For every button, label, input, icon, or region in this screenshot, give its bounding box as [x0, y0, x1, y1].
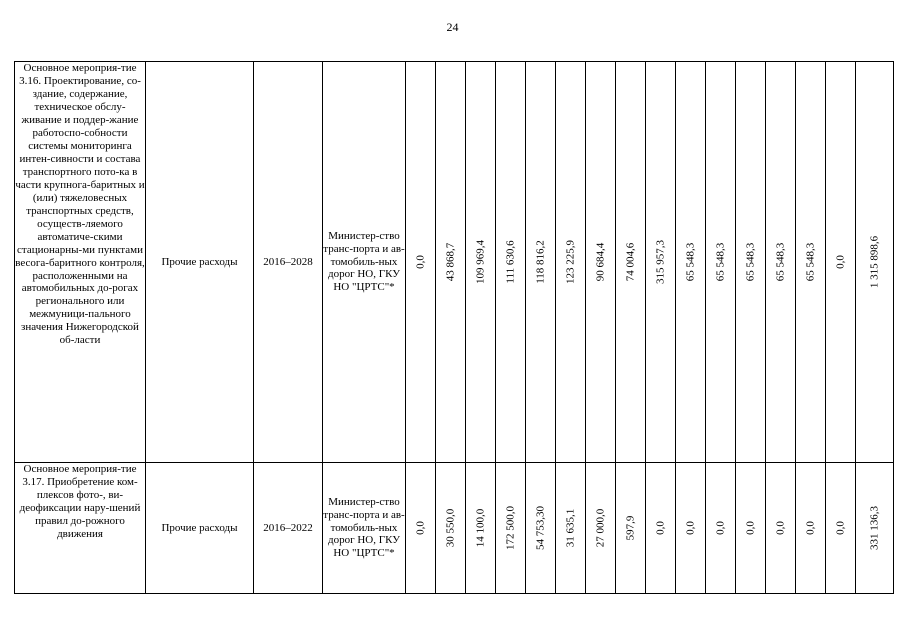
value-cell: 0,0: [646, 463, 676, 594]
value-cell: 14 100,0: [466, 463, 496, 594]
executor: Министер-ство транс-порта и ав-томобиль-ных дорог НО, ГКУ НО "ЦРТС"*: [323, 463, 406, 594]
executor: Министер-ство транс-порта и ав-томобиль-ных дорог НО, ГКУ НО "ЦРТС"*: [323, 62, 406, 463]
value-cell: 172 500,0: [496, 463, 526, 594]
value-cell: 111 630,6: [496, 62, 526, 463]
value-cell: 74 004,6: [616, 62, 646, 463]
value-cell: 54 753,30: [526, 463, 556, 594]
implementation-period: 2016–2022: [254, 463, 323, 594]
value-cell: 0,0: [826, 62, 856, 463]
value-cell: 0,0: [796, 463, 826, 594]
total-cell: 331 136,3: [856, 463, 894, 594]
value-cell: 27 000,0: [586, 463, 616, 594]
value-cell: 0,0: [766, 463, 796, 594]
value-cell: 123 225,9: [556, 62, 586, 463]
value-cell: 315 957,3: [646, 62, 676, 463]
value-cell: 65 548,3: [766, 62, 796, 463]
value-cell: 0,0: [406, 62, 436, 463]
value-cell: 65 548,3: [676, 62, 706, 463]
value-cell: 0,0: [706, 463, 736, 594]
activity-name: Основное мероприя-тие 3.17. Приобретение ком-плексов фото-, ви-деофиксации нару-шений правил до-рожного движения: [15, 463, 146, 594]
value-cell: 65 548,3: [796, 62, 826, 463]
value-cell: 43 868,7: [436, 62, 466, 463]
activity-name: Основное мероприя-тие 3.16. Проектирование, со-здание, содержание, техническое обслу-живание и поддер-жание работоспо-собности системы мониторинга интен-сивности и состава транспортного пото-ка в части крупнога-баритных и (или) тяжеловесных транспортных средств, осуществ-ляемого автоматиче-скими стационарны-ми пунктами весога-баритного контроля, расположенными на автомобильных до-рогах регионального или межмуници-пального значения Нижегородской об-ласти: [15, 62, 146, 463]
value-cell: 0,0: [406, 463, 436, 594]
value-cell: 0,0: [676, 463, 706, 594]
value-cell: 30 550,0: [436, 463, 466, 594]
implementation-period: 2016–2028: [254, 62, 323, 463]
expense-type: Прочие расходы: [146, 463, 254, 594]
value-cell: 118 816,2: [526, 62, 556, 463]
page-number: 24: [446, 20, 459, 34]
value-cell: 31 635,1: [556, 463, 586, 594]
value-cell: 597,9: [616, 463, 646, 594]
value-cell: 0,0: [826, 463, 856, 594]
budget-table: [14, 61, 894, 594]
table-row: [15, 463, 894, 594]
table-row: [15, 62, 894, 463]
value-cell: 0,0: [736, 463, 766, 594]
value-cell: 65 548,3: [736, 62, 766, 463]
value-cell: 90 684,4: [586, 62, 616, 463]
total-cell: 1 315 898,6: [856, 62, 894, 463]
value-cell: 65 548,3: [706, 62, 736, 463]
value-cell: 109 969,4: [466, 62, 496, 463]
expense-type: Прочие расходы: [146, 62, 254, 463]
